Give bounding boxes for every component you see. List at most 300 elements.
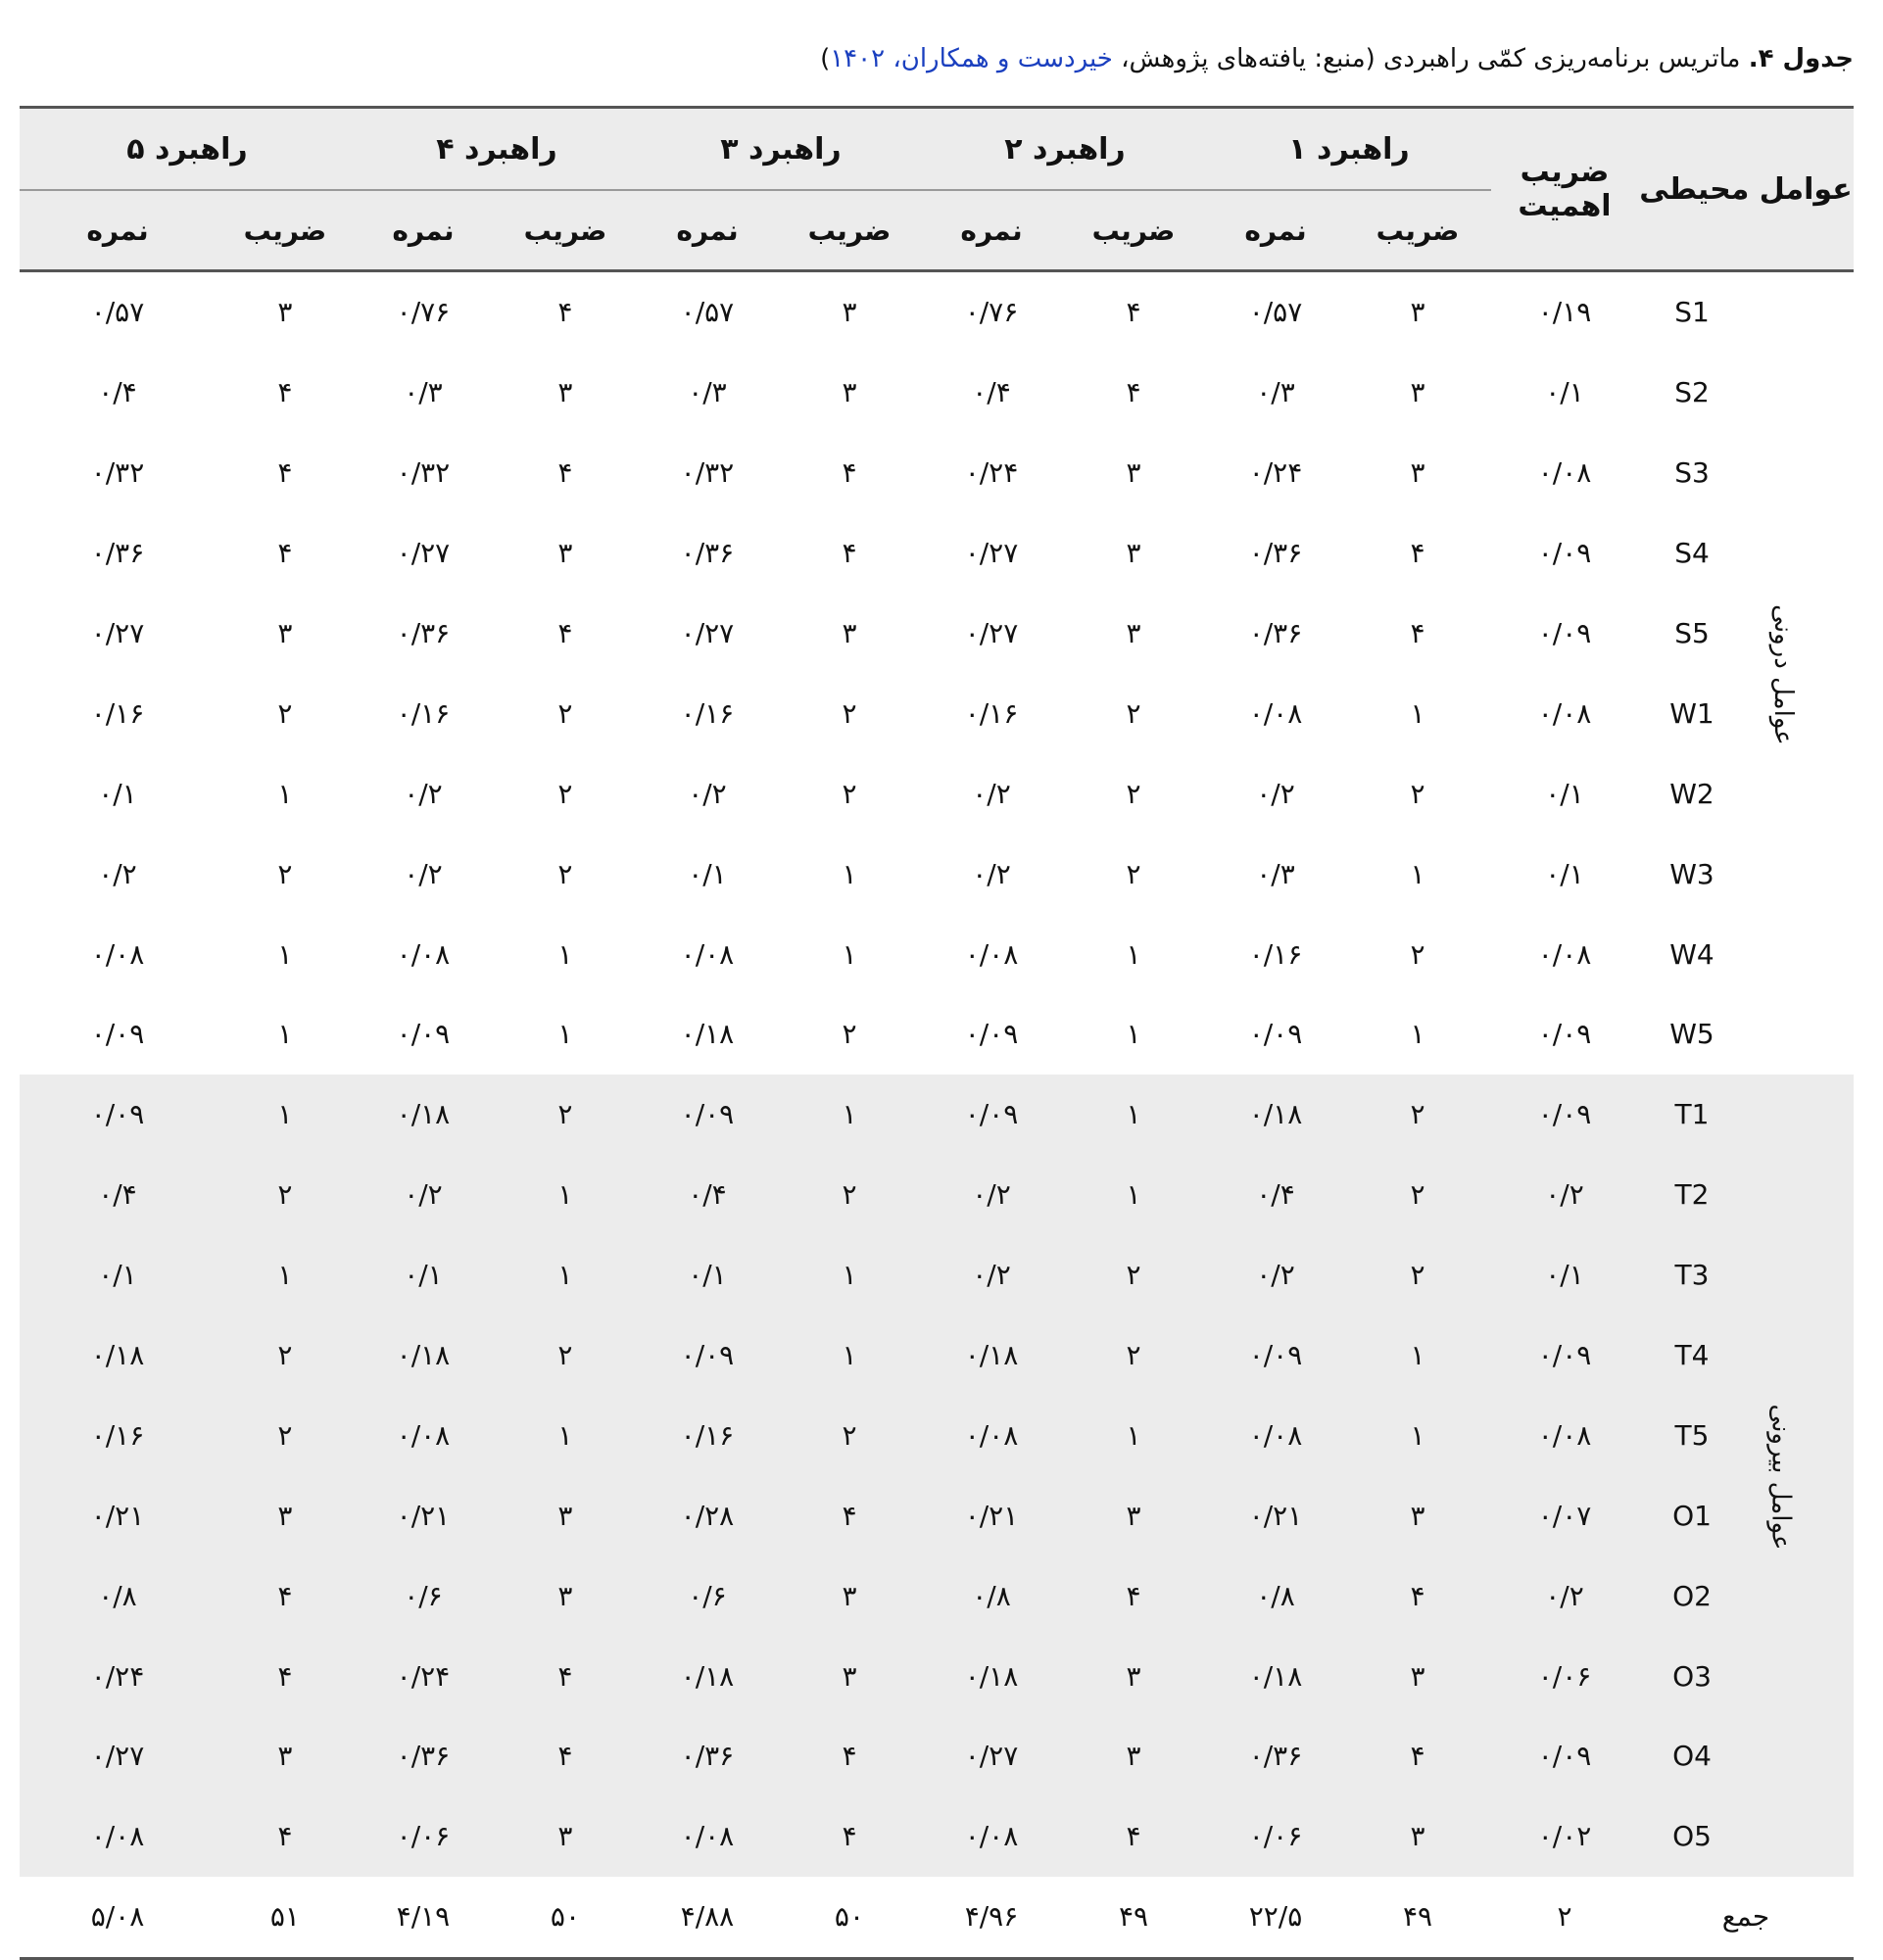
caption-close: ) — [820, 44, 831, 73]
total-row — [20, 1877, 1854, 1959]
score-cell: ۰/۸ — [20, 1555, 216, 1636]
importance-cell: ۰/۰۲ — [1491, 1796, 1638, 1877]
score-cell: ۰/۲۷ — [20, 594, 216, 674]
internal-factors-body — [20, 271, 1854, 1075]
header-strategy-4: راهبرد ۴ — [355, 108, 639, 191]
coef-cell: ۴ — [1060, 1555, 1207, 1636]
qspm-table — [20, 106, 1854, 1960]
score-cell: ۰/۱۸ — [355, 1315, 492, 1396]
score-cell: ۰/۴ — [20, 353, 216, 433]
score-cell: ۰/۱۸ — [20, 1315, 216, 1396]
coef-cell: ۴ — [776, 1475, 923, 1555]
total-cell: ۵۰ — [776, 1877, 923, 1959]
header-score: نمره — [392, 214, 455, 247]
score-cell: ۰/۰۹ — [1207, 994, 1344, 1075]
coef-cell: ۳ — [776, 271, 923, 353]
caption-citation-link[interactable]: خیردست و همکاران، ۱۴۰۲ — [830, 44, 1113, 73]
total-cell: ۴/۹۶ — [923, 1877, 1060, 1959]
importance-cell: ۰/۲ — [1491, 1555, 1638, 1636]
score-cell: ۰/۱۸ — [639, 1636, 776, 1716]
score-cell: ۰/۳۶ — [639, 513, 776, 594]
score-cell: ۰/۵۷ — [1207, 271, 1344, 353]
score-cell: ۰/۲۴ — [1207, 433, 1344, 513]
score-cell: ۰/۰۹ — [355, 994, 492, 1075]
caption-label: جدول ۴. — [1748, 44, 1854, 73]
score-cell: ۰/۶ — [639, 1555, 776, 1636]
score-cell: ۰/۷۶ — [355, 271, 492, 353]
factor-code: W3 — [1638, 834, 1746, 914]
score-cell: ۰/۰۸ — [639, 1796, 776, 1877]
coef-cell: ۲ — [1344, 1155, 1491, 1235]
coef-cell: ۲ — [492, 1075, 639, 1155]
table-row — [20, 1555, 1854, 1636]
header-coef: ضریب — [1091, 214, 1176, 247]
coef-cell: ۲ — [1344, 1235, 1491, 1315]
coef-cell: ۲ — [776, 1395, 923, 1475]
score-cell: ۰/۸ — [923, 1555, 1060, 1636]
score-cell: ۰/۲۱ — [923, 1475, 1060, 1555]
coef-cell: ۱ — [776, 1075, 923, 1155]
importance-cell: ۰/۰۹ — [1491, 1315, 1638, 1396]
group-internal-label: عوامل درونی — [1768, 604, 1799, 745]
factor-code: T4 — [1638, 1315, 1746, 1396]
total-cell: ۴۹ — [1060, 1877, 1207, 1959]
score-cell: ۰/۰۹ — [923, 1075, 1060, 1155]
coef-cell: ۱ — [492, 1395, 639, 1475]
coef-cell: ۴ — [492, 271, 639, 353]
coef-cell: ۳ — [1344, 1475, 1491, 1555]
coef-cell: ۴ — [492, 1636, 639, 1716]
score-cell: ۰/۴ — [639, 1155, 776, 1235]
score-cell: ۰/۳۲ — [20, 433, 216, 513]
importance-cell: ۰/۱۹ — [1491, 271, 1638, 353]
table-row — [20, 353, 1854, 433]
score-cell: ۰/۰۸ — [923, 1796, 1060, 1877]
score-cell: ۰/۳۶ — [355, 594, 492, 674]
score-cell: ۰/۴ — [20, 1155, 216, 1235]
importance-cell: ۰/۰۹ — [1491, 994, 1638, 1075]
score-cell: ۰/۱۸ — [1207, 1636, 1344, 1716]
score-cell: ۰/۳۲ — [355, 433, 492, 513]
coef-cell: ۳ — [216, 1475, 355, 1555]
score-cell: ۰/۲۷ — [355, 513, 492, 594]
coef-cell: ۴ — [776, 1716, 923, 1796]
factor-code: W5 — [1638, 994, 1746, 1075]
score-cell: ۰/۳ — [639, 353, 776, 433]
table-row — [20, 994, 1854, 1075]
score-cell: ۰/۴ — [1207, 1155, 1344, 1235]
total-cell: ۲۲/۵ — [1207, 1877, 1344, 1959]
coef-cell: ۲ — [1060, 673, 1207, 753]
total-importance: ۲ — [1491, 1877, 1638, 1959]
coef-cell: ۱ — [776, 1315, 923, 1396]
score-cell: ۰/۷۶ — [923, 271, 1060, 353]
coef-cell: ۳ — [1060, 594, 1207, 674]
score-cell: ۰/۰۸ — [355, 914, 492, 994]
table-row — [20, 1235, 1854, 1315]
score-cell: ۰/۲ — [20, 834, 216, 914]
coef-cell: ۳ — [1344, 433, 1491, 513]
coef-cell: ۳ — [492, 1475, 639, 1555]
score-cell: ۰/۰۸ — [1207, 1395, 1344, 1475]
coef-cell: ۱ — [776, 834, 923, 914]
score-cell: ۰/۰۸ — [1207, 673, 1344, 753]
coef-cell: ۴ — [492, 433, 639, 513]
header-strategy-3: راهبرد ۳ — [639, 108, 923, 191]
coef-cell: ۲ — [216, 1155, 355, 1235]
score-cell: ۰/۰۸ — [923, 914, 1060, 994]
score-cell: ۰/۱۶ — [355, 673, 492, 753]
coef-cell: ۴ — [776, 513, 923, 594]
coef-cell: ۲ — [216, 834, 355, 914]
header-score: نمره — [1244, 214, 1307, 247]
coef-cell: ۴ — [1060, 353, 1207, 433]
coef-cell: ۱ — [492, 1235, 639, 1315]
coef-cell: ۲ — [216, 1315, 355, 1396]
coef-cell: ۳ — [776, 1555, 923, 1636]
group-internal — [1746, 271, 1854, 1075]
coef-cell: ۲ — [492, 1315, 639, 1396]
header-coef: ضریب — [1376, 214, 1460, 247]
coef-cell: ۳ — [492, 1555, 639, 1636]
score-cell: ۰/۲ — [1207, 1235, 1344, 1315]
table-row — [20, 1796, 1854, 1877]
total-cell: ۵۱ — [216, 1877, 355, 1959]
score-cell: ۰/۲ — [923, 1235, 1060, 1315]
importance-cell: ۰/۰۹ — [1491, 594, 1638, 674]
coef-cell: ۳ — [216, 1716, 355, 1796]
score-cell: ۰/۰۹ — [639, 1315, 776, 1396]
factor-code: T1 — [1638, 1075, 1746, 1155]
score-cell: ۰/۳۶ — [355, 1716, 492, 1796]
coef-cell: ۳ — [1060, 1475, 1207, 1555]
table-row — [20, 1075, 1854, 1155]
score-cell: ۰/۱۶ — [639, 1395, 776, 1475]
score-cell: ۰/۳ — [1207, 353, 1344, 433]
score-cell: ۰/۱۸ — [639, 994, 776, 1075]
score-cell: ۰/۲۱ — [1207, 1475, 1344, 1555]
coef-cell: ۳ — [216, 271, 355, 353]
importance-cell: ۰/۰۸ — [1491, 433, 1638, 513]
coef-cell: ۴ — [216, 433, 355, 513]
external-factors-body — [20, 1075, 1854, 1877]
coef-cell: ۱ — [216, 1235, 355, 1315]
coef-cell: ۱ — [492, 1155, 639, 1235]
score-cell: ۰/۲ — [355, 753, 492, 834]
score-cell: ۰/۲۴ — [923, 433, 1060, 513]
score-cell: ۰/۲ — [355, 1155, 492, 1235]
score-cell: ۰/۱ — [20, 753, 216, 834]
coef-cell: ۲ — [1344, 753, 1491, 834]
importance-cell: ۰/۰۹ — [1491, 513, 1638, 594]
table-row — [20, 1315, 1854, 1396]
factor-code: S3 — [1638, 433, 1746, 513]
table-row — [20, 1395, 1854, 1475]
importance-cell: ۰/۱ — [1491, 1235, 1638, 1315]
coef-cell: ۲ — [216, 1395, 355, 1475]
coef-cell: ۲ — [1060, 753, 1207, 834]
score-cell: ۰/۵۷ — [20, 271, 216, 353]
score-cell: ۰/۰۸ — [923, 1395, 1060, 1475]
score-cell: ۰/۱ — [355, 1235, 492, 1315]
table-row — [20, 834, 1854, 914]
coef-cell: ۲ — [492, 753, 639, 834]
importance-cell: ۰/۲ — [1491, 1155, 1638, 1235]
score-cell: ۰/۰۹ — [1207, 1315, 1344, 1396]
total-body — [20, 1877, 1854, 1959]
factor-code: S2 — [1638, 353, 1746, 433]
score-cell: ۰/۸ — [1207, 1555, 1344, 1636]
score-cell: ۰/۱۶ — [20, 673, 216, 753]
score-cell: ۰/۳۶ — [20, 513, 216, 594]
total-cell: ۴/۱۹ — [355, 1877, 492, 1959]
coef-cell: ۱ — [1344, 673, 1491, 753]
table-row — [20, 433, 1854, 513]
coef-cell: ۳ — [1060, 1716, 1207, 1796]
header-coef: ضریب — [523, 214, 607, 247]
header-importance: ضریب اهمیت — [1518, 155, 1612, 223]
total-cell: ۴/۸۸ — [639, 1877, 776, 1959]
coef-cell: ۳ — [776, 1636, 923, 1716]
coef-cell: ۲ — [1344, 914, 1491, 994]
score-cell: ۰/۳۶ — [1207, 594, 1344, 674]
coef-cell: ۳ — [492, 513, 639, 594]
header-strategy-2: راهبرد ۲ — [923, 108, 1207, 191]
score-cell: ۰/۲۴ — [355, 1636, 492, 1716]
coef-cell: ۱ — [1344, 994, 1491, 1075]
score-cell: ۰/۰۹ — [20, 1075, 216, 1155]
score-cell: ۰/۲۱ — [355, 1475, 492, 1555]
score-cell: ۰/۱۸ — [355, 1075, 492, 1155]
score-cell: ۰/۳۶ — [639, 1716, 776, 1796]
group-external — [1746, 1075, 1854, 1877]
score-cell: ۰/۳۶ — [1207, 1716, 1344, 1796]
table-row — [20, 1475, 1854, 1555]
coef-cell: ۴ — [1344, 1555, 1491, 1636]
factor-code: O2 — [1638, 1555, 1746, 1636]
importance-cell: ۰/۱ — [1491, 353, 1638, 433]
coef-cell: ۱ — [492, 994, 639, 1075]
score-cell: ۰/۰۸ — [20, 1796, 216, 1877]
coef-cell: ۱ — [216, 753, 355, 834]
coef-cell: ۱ — [216, 1075, 355, 1155]
factor-code: T2 — [1638, 1155, 1746, 1235]
score-cell: ۰/۲۷ — [639, 594, 776, 674]
importance-cell: ۰/۰۹ — [1491, 1716, 1638, 1796]
header-strategy-5: راهبرد ۵ — [20, 108, 355, 191]
coef-cell: ۱ — [776, 1235, 923, 1315]
factor-code: S4 — [1638, 513, 1746, 594]
factor-code: S5 — [1638, 594, 1746, 674]
factor-code: W4 — [1638, 914, 1746, 994]
table-row — [20, 914, 1854, 994]
score-cell: ۰/۰۸ — [639, 914, 776, 994]
score-cell: ۰/۰۹ — [923, 994, 1060, 1075]
score-cell: ۰/۱۸ — [923, 1636, 1060, 1716]
score-cell: ۰/۲ — [1207, 753, 1344, 834]
factor-code: O3 — [1638, 1636, 1746, 1716]
coef-cell: ۱ — [216, 994, 355, 1075]
score-cell: ۰/۲ — [923, 1155, 1060, 1235]
importance-cell: ۰/۰۸ — [1491, 673, 1638, 753]
score-cell: ۰/۳ — [1207, 834, 1344, 914]
table-row — [20, 673, 1854, 753]
score-cell: ۰/۰۸ — [355, 1395, 492, 1475]
coef-cell: ۴ — [492, 1716, 639, 1796]
coef-cell: ۴ — [216, 1555, 355, 1636]
coef-cell: ۱ — [1060, 1395, 1207, 1475]
factor-code: W2 — [1638, 753, 1746, 834]
coef-cell: ۳ — [1060, 513, 1207, 594]
table-row — [20, 753, 1854, 834]
coef-cell: ۴ — [1344, 1716, 1491, 1796]
header-score: نمره — [676, 214, 739, 247]
coef-cell: ۳ — [1060, 1636, 1207, 1716]
coef-cell: ۱ — [1344, 1395, 1491, 1475]
total-cell: ۵۰ — [492, 1877, 639, 1959]
coef-cell: ۲ — [216, 673, 355, 753]
coef-cell: ۴ — [1344, 594, 1491, 674]
score-cell: ۰/۴ — [923, 353, 1060, 433]
score-cell: ۰/۱۶ — [20, 1395, 216, 1475]
header-score: نمره — [86, 214, 149, 247]
coef-cell: ۳ — [1344, 1796, 1491, 1877]
coef-cell: ۲ — [776, 753, 923, 834]
coef-cell: ۳ — [776, 594, 923, 674]
coef-cell: ۱ — [1060, 914, 1207, 994]
coef-cell: ۴ — [776, 1796, 923, 1877]
coef-cell: ۲ — [776, 994, 923, 1075]
coef-cell: ۲ — [1060, 1235, 1207, 1315]
coef-cell: ۳ — [1344, 1636, 1491, 1716]
factor-code: O1 — [1638, 1475, 1746, 1555]
score-cell: ۰/۱ — [20, 1235, 216, 1315]
header-coef: ضریب — [807, 214, 892, 247]
caption-text: ماتریس برنامه‌ریزی کمّی راهبردی (منبع: یافته‌های پژوهش، — [1112, 44, 1749, 73]
coef-cell: ۳ — [1060, 433, 1207, 513]
coef-cell: ۴ — [216, 1796, 355, 1877]
factor-code: S1 — [1638, 271, 1746, 353]
score-cell: ۰/۳۲ — [639, 433, 776, 513]
coef-cell: ۳ — [492, 1796, 639, 1877]
coef-cell: ۱ — [1344, 1315, 1491, 1396]
header-score: نمره — [960, 214, 1023, 247]
score-cell: ۰/۰۶ — [355, 1796, 492, 1877]
coef-cell: ۳ — [216, 594, 355, 674]
total-label: جمع — [1638, 1877, 1854, 1959]
score-cell: ۰/۱ — [639, 834, 776, 914]
table-row — [20, 594, 1854, 674]
score-cell: ۰/۱۶ — [639, 673, 776, 753]
coef-cell: ۱ — [776, 914, 923, 994]
table-row — [20, 271, 1854, 353]
factor-code: T5 — [1638, 1395, 1746, 1475]
coef-cell: ۲ — [492, 834, 639, 914]
score-cell: ۰/۲۷ — [20, 1716, 216, 1796]
coef-cell: ۱ — [492, 914, 639, 994]
score-cell: ۰/۱ — [639, 1235, 776, 1315]
coef-cell: ۴ — [216, 353, 355, 433]
coef-cell: ۲ — [1344, 1075, 1491, 1155]
score-cell: ۰/۲۸ — [639, 1475, 776, 1555]
score-cell: ۰/۲۷ — [923, 1716, 1060, 1796]
factor-code: O4 — [1638, 1716, 1746, 1796]
coef-cell: ۴ — [1060, 1796, 1207, 1877]
score-cell: ۰/۵۷ — [639, 271, 776, 353]
table-row — [20, 1716, 1854, 1796]
score-cell: ۰/۲۴ — [20, 1636, 216, 1716]
factor-code: W1 — [1638, 673, 1746, 753]
score-cell: ۰/۱۸ — [923, 1315, 1060, 1396]
coef-cell: ۳ — [1344, 353, 1491, 433]
score-cell: ۰/۱۶ — [923, 673, 1060, 753]
total-cell: ۵/۰۸ — [20, 1877, 216, 1959]
score-cell: ۰/۳ — [355, 353, 492, 433]
factor-code: T3 — [1638, 1235, 1746, 1315]
coef-cell: ۱ — [1344, 834, 1491, 914]
table-row — [20, 1636, 1854, 1716]
coef-cell: ۴ — [776, 433, 923, 513]
coef-cell: ۴ — [1344, 513, 1491, 594]
coef-cell: ۲ — [1060, 834, 1207, 914]
score-cell: ۰/۲۷ — [923, 594, 1060, 674]
score-cell: ۰/۲ — [639, 753, 776, 834]
coef-cell: ۲ — [1060, 1315, 1207, 1396]
coef-cell: ۳ — [1344, 271, 1491, 353]
table-row — [20, 1155, 1854, 1235]
importance-cell: ۰/۰۸ — [1491, 914, 1638, 994]
score-cell: ۰/۳۶ — [1207, 513, 1344, 594]
header-coef: ضریب — [243, 214, 327, 247]
score-cell: ۰/۰۹ — [639, 1075, 776, 1155]
score-cell: ۰/۲ — [355, 834, 492, 914]
coef-cell: ۲ — [776, 1155, 923, 1235]
importance-cell: ۰/۰۶ — [1491, 1636, 1638, 1716]
coef-cell: ۴ — [492, 594, 639, 674]
coef-cell: ۱ — [1060, 1075, 1207, 1155]
header-strategy-1: راهبرد ۱ — [1207, 108, 1491, 191]
score-cell: ۰/۰۸ — [20, 914, 216, 994]
importance-cell: ۰/۰۷ — [1491, 1475, 1638, 1555]
coef-cell: ۱ — [216, 914, 355, 994]
score-cell: ۰/۲۷ — [923, 513, 1060, 594]
header-factors: عوامل محیطی — [1639, 171, 1853, 207]
coef-cell: ۴ — [216, 513, 355, 594]
score-cell: ۰/۱۶ — [1207, 914, 1344, 994]
importance-cell: ۰/۱ — [1491, 753, 1638, 834]
coef-cell: ۱ — [1060, 994, 1207, 1075]
coef-cell: ۲ — [776, 673, 923, 753]
table-caption — [20, 35, 1854, 82]
coef-cell: ۳ — [776, 353, 923, 433]
table-row — [20, 513, 1854, 594]
coef-cell: ۱ — [1060, 1155, 1207, 1235]
table-header — [20, 108, 1854, 271]
coef-cell: ۴ — [1060, 271, 1207, 353]
score-cell: ۰/۲ — [923, 834, 1060, 914]
score-cell: ۰/۰۶ — [1207, 1796, 1344, 1877]
score-cell: ۰/۲۱ — [20, 1475, 216, 1555]
score-cell: ۰/۰۹ — [20, 994, 216, 1075]
score-cell: ۰/۲ — [923, 753, 1060, 834]
group-external-label: عوامل بیرونی — [1765, 1404, 1796, 1551]
score-cell: ۰/۱۸ — [1207, 1075, 1344, 1155]
importance-cell: ۰/۰۸ — [1491, 1395, 1638, 1475]
importance-cell: ۰/۱ — [1491, 834, 1638, 914]
score-cell: ۰/۶ — [355, 1555, 492, 1636]
importance-cell: ۰/۰۹ — [1491, 1075, 1638, 1155]
coef-cell: ۲ — [492, 673, 639, 753]
